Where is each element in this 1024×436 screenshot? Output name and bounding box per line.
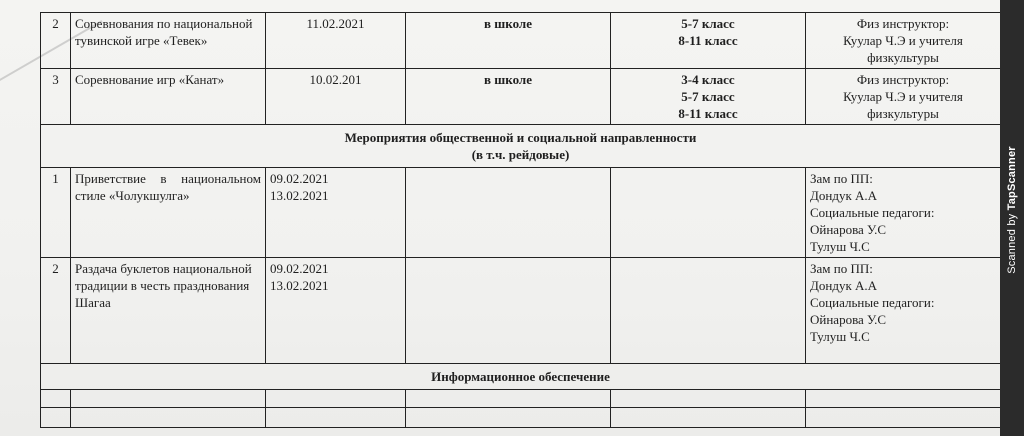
table-row [41, 69, 1001, 125]
row-number: 2 [41, 13, 71, 69]
event-name: Соревнования по национальной тувинской игре «Тевек» [71, 13, 266, 69]
row-number: 2 [41, 258, 71, 364]
empty-cell [266, 390, 406, 408]
section-header-row [41, 364, 1001, 390]
empty-cell [71, 408, 266, 428]
event-date: 10.02.201 [266, 69, 406, 125]
empty-cell [806, 408, 1001, 428]
empty-cell [611, 408, 806, 428]
events-table [40, 12, 1001, 428]
table-row [41, 258, 1001, 364]
scanner-watermark-bar [1000, 0, 1024, 436]
watermark-prefix: Scanned by [1006, 210, 1018, 274]
empty-cell [41, 408, 71, 428]
table-row [41, 390, 1001, 408]
empty-cell [71, 390, 266, 408]
empty-cell [406, 408, 611, 428]
event-date: 11.02.2021 [266, 13, 406, 69]
table-row [41, 408, 1001, 428]
row-number: 3 [41, 69, 71, 125]
empty-cell [611, 390, 806, 408]
event-classes: 5-7 класс 8-11 класс [611, 13, 806, 69]
event-place: в школе [406, 13, 611, 69]
event-classes: 3-4 класс 5-7 класс 8-11 класс [611, 69, 806, 125]
section-header: Информационное обеспечение [41, 364, 1001, 390]
empty-cell [266, 408, 406, 428]
event-responsible: Физ инструктор: Куулар Ч.Э и учителя физкультуры [806, 13, 1001, 69]
event-name: Соревнование игр «Канат» [71, 69, 266, 125]
event-dates: 09.02.2021 13.02.2021 [266, 258, 406, 364]
event-responsible: Физ инструктор: Куулар Ч.Э и учителя физкультуры [806, 69, 1001, 125]
event-place: в школе [406, 69, 611, 125]
event-responsible: Зам по ПП: Дондук А.А Социальные педагоги: Ойнарова У.С Тулуш Ч.С [806, 258, 1001, 364]
event-name: Раздача буклетов национальной традиции в честь празднования Шагаа [71, 258, 266, 364]
event-responsible: Зам по ПП: Дондук А.А Социальные педагоги: Ойнарова У.С Тулуш Ч.С [806, 168, 1001, 258]
section-header-row [41, 125, 1001, 168]
table-row [41, 13, 1001, 69]
empty-cell [806, 390, 1001, 408]
section-subtitle: (в т.ч. рейдовые) [471, 147, 570, 162]
empty-cell [406, 258, 611, 364]
empty-cell [611, 168, 806, 258]
table-row [41, 168, 1001, 258]
section-header [41, 125, 1001, 168]
row-number: 1 [41, 168, 71, 258]
section-title: Мероприятия общественной и социальной направленности [344, 130, 697, 145]
scanner-watermark [1006, 146, 1018, 274]
empty-cell [611, 258, 806, 364]
empty-cell [406, 168, 611, 258]
watermark-brand: TapScanner [1006, 146, 1018, 211]
event-name: Приветствие в национальном стиле «Чолукшулга» [71, 168, 266, 258]
event-dates: 09.02.2021 13.02.2021 [266, 168, 406, 258]
empty-cell [41, 390, 71, 408]
empty-cell [406, 390, 611, 408]
